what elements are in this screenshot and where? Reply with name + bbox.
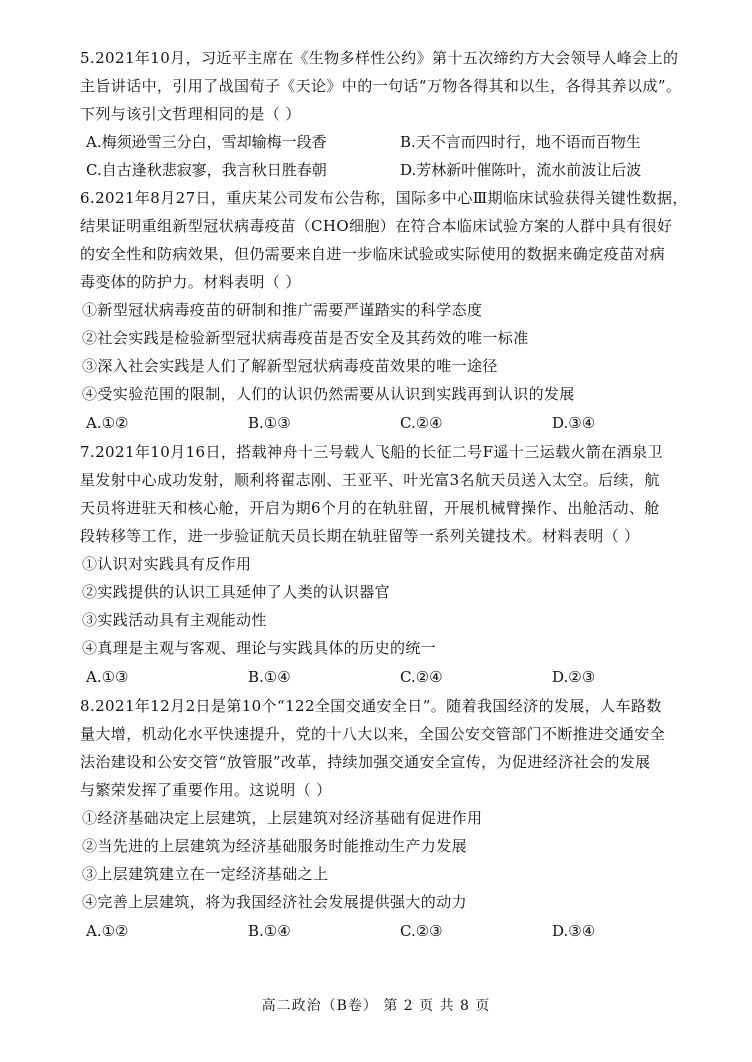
q6-statement-3: ③深入社会实践是人们了解新型冠状病毒疫苗效果的唯一途径 — [82, 357, 498, 375]
q8-statement-4: ④完善上层建筑，将为我国经济社会发展提供强大的动力 — [82, 893, 468, 911]
q7-option-b: B.①④ — [248, 668, 291, 686]
q5-stem-line-2: 主旨讲话中，引用了战国荀子《天论》中的一句话“万物各得其和以生，各得其养以成”。 — [80, 77, 682, 95]
q8-option-b: B.①④ — [248, 922, 291, 940]
q8-stem-line-2: 量大增，机动化水平快速提升，党的十八大以来，全国公安交管部门不断推进交通安全 — [80, 725, 666, 743]
q7-stem-line-4: 段转移等工作，进一步验证航天员长期在轨驻留等一系列关键技术。材料表明（ ） — [80, 527, 640, 545]
q8-option-d: D.③④ — [552, 922, 596, 940]
q7-option-c: C.②④ — [400, 668, 443, 686]
q8-option-c: C.②③ — [400, 922, 443, 940]
q6-stem-line-3: 的安全性和防病效果，但仍需要来自进一步临床试验或实际使用的数据来确定疫苗对病 — [80, 245, 666, 263]
q7-stem-line-2: 星发射中心成功发射，顺利将翟志刚、王亚平、叶光富3名航天员送入太空。后续，航 — [80, 471, 660, 489]
q5-option-d: D.芳林新叶催陈叶，流水前波让后波 — [400, 161, 642, 179]
q5-option-c: C.自古逢秋悲寂寥，我言秋日胜春朝 — [86, 161, 327, 179]
q7-statement-4: ④真理是主观与客观、理论与实践具体的历史的统一 — [82, 639, 437, 657]
q5-stem-line-1: 5.2021年10月，习近平主席在《生物多样性公约》第十五次缔约方大会领导人峰会上的 — [80, 49, 679, 67]
q7-option-d: D.②③ — [552, 668, 596, 686]
q8-stem-line-1: 8.2021年12月2日是第10个“122全国交通安全日”。随着我国经济的发展，人车路数 — [80, 697, 662, 715]
q6-option-a: A.①② — [86, 414, 129, 432]
q7-statement-3: ③实践活动具有主观能动性 — [82, 611, 267, 629]
q8-statement-3: ③上层建筑建立在一定经济基础之上 — [82, 865, 329, 883]
q6-statement-2: ②社会实践是检验新型冠状病毒疫苗是否安全及其药效的唯一标准 — [82, 329, 529, 347]
q5-option-b: B.天不言而四时行，地不语而百物生 — [400, 133, 641, 151]
q8-stem-line-4: 与繁荣发挥了重要作用。这说明（ ） — [80, 781, 332, 799]
q8-stem-line-3: 法治建设和公安交管“放管服”改革，持续加强交通安全宣传，为促进经济社会的发展 — [80, 753, 651, 771]
q6-statement-1: ①新型冠状病毒疫苗的研制和推广需要严谨踏实的科学态度 — [82, 301, 483, 319]
q6-statement-4: ④受实验范围的限制，人们的认识仍然需要从认识到实践再到认识的发展 — [82, 385, 575, 403]
q6-option-b: B.①③ — [248, 414, 291, 432]
q7-stem-line-1: 7.2021年10月16日，搭载神舟十三号载人飞船的长征二号F遥十三运载火箭在酒泉卫 — [80, 443, 663, 461]
q7-option-a: A.①③ — [86, 668, 129, 686]
q7-statement-2: ②实践提供的认识工具延伸了人类的认识器官 — [82, 583, 391, 601]
page-footer: 高二政治（B卷） 第 2 页 共 8 页 — [261, 998, 491, 1014]
q8-option-a: A.①② — [86, 922, 129, 940]
q5-stem-line-3: 下列与该引文哲理相同的是（ ） — [80, 105, 301, 123]
q8-statement-2: ②当先进的上层建筑为经济基础服务时能推动生产力发展 — [82, 837, 468, 855]
q7-statement-1: ①认识对实践具有反作用 — [82, 555, 252, 573]
q6-option-d: D.③④ — [552, 414, 596, 432]
q6-stem-line-4: 毒变体的防护力。材料表明（ ） — [80, 273, 301, 291]
q5-option-a: A.梅须逊雪三分白，雪却输梅一段香 — [86, 133, 327, 151]
q6-stem-line-1: 6.2021年8月27日，重庆某公司发布公告称，国际多中心Ⅲ期临床试验获得关键性数据， — [80, 189, 688, 207]
q8-statement-1: ①经济基础决定上层建筑，上层建筑对经济基础有促进作用 — [82, 809, 483, 827]
q7-stem-line-3: 天员将进驻天和核心舱，开启为期6个月的在轨驻留，开展机械臂操作、出舱活动、舱 — [80, 499, 660, 517]
q6-option-c: C.②④ — [400, 414, 443, 432]
q6-stem-line-2: 结果证明重组新型冠状病毒疫苗（CHO细胞）在符合本临床试验方案的人群中具有很好 — [80, 217, 673, 235]
